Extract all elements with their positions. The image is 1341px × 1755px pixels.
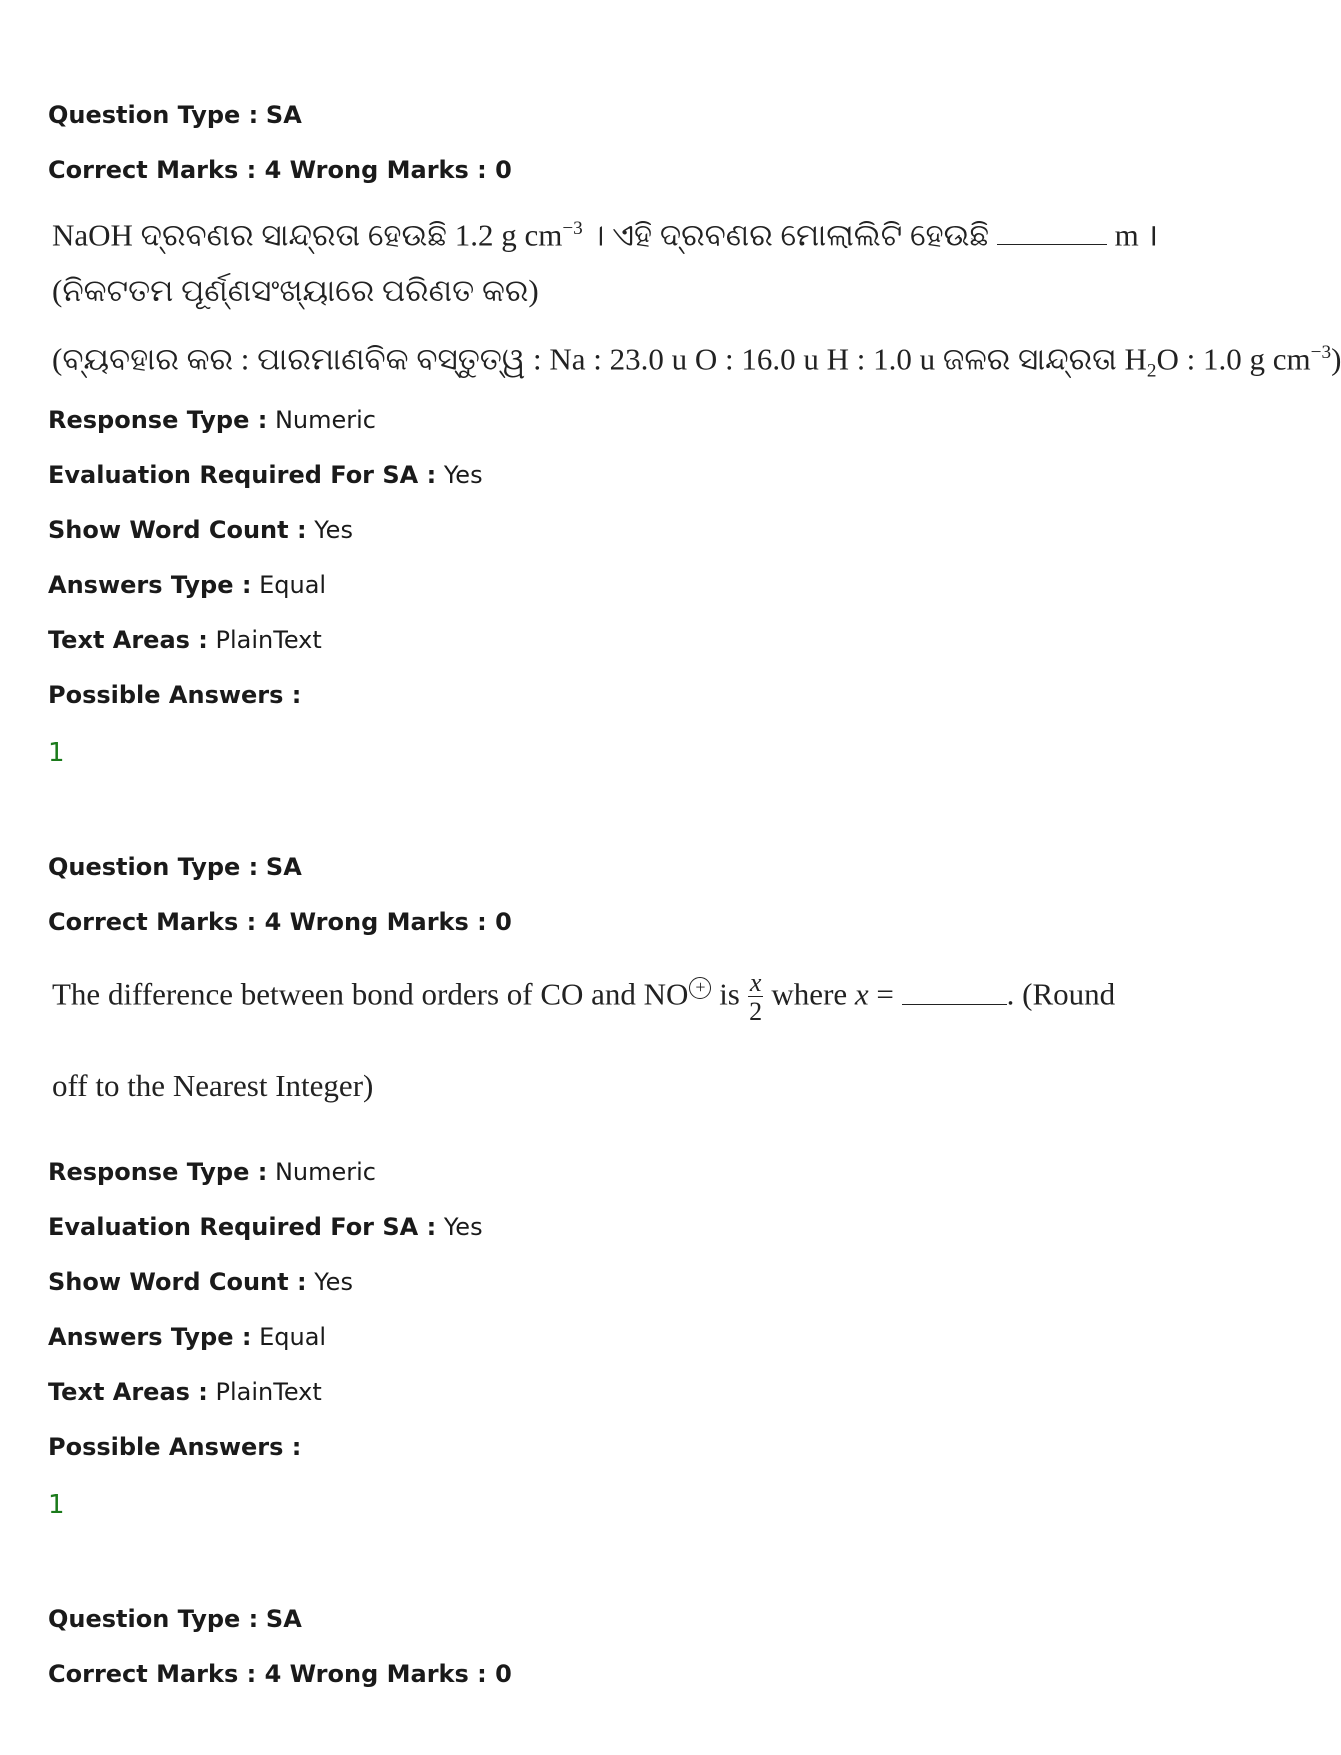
positive-charge-symbol: + <box>689 977 711 999</box>
fraction-numerator: x <box>749 968 762 997</box>
possible-answers-label: Possible Answers : <box>48 1433 302 1461</box>
response-type-label: Response Type : <box>48 406 268 434</box>
fraction <box>748 970 764 1025</box>
question-type-label: Question Type : <box>48 101 259 129</box>
answer-blank <box>997 220 1107 245</box>
fraction-denominator: 2 <box>749 997 763 1026</box>
superscript: −3 <box>1310 342 1332 363</box>
question-text-part: is <box>711 976 740 1012</box>
variable-x: x <box>854 976 869 1012</box>
evaluation-value: Yes <box>443 1213 483 1241</box>
evaluation-value: Yes <box>443 461 483 489</box>
question-text-part: ) <box>1331 341 1341 377</box>
text-areas-row <box>48 1377 322 1407</box>
question-text-part: where <box>771 976 855 1012</box>
evaluation-label: Evaluation Required For SA : <box>48 1213 437 1241</box>
question-text-part: (ବ୍ୟବହାର କର : ପାରମାଣବିକ ବସ୍ତୁତ୍ୱ : Na : 23.0 u O : 16.0 u H : 1.0 u ଜଳର ସାନ୍ଦ୍ରତା H <box>52 341 1147 377</box>
marks-row: Correct Marks : 4 Wrong Marks : 0 <box>48 908 512 936</box>
answers-type-label: Answers Type : <box>48 571 252 599</box>
question-text-part: NaOH ଦ୍ରବଣର ସାନ୍ଦ୍ରତା ହେଉଛି 1.2 g cm <box>52 217 563 253</box>
marks-row: Correct Marks : 4 Wrong Marks : 0 <box>48 1660 512 1688</box>
question-text-part: । ଏହି ଦ୍ରବଣର ମୋଲାଲିଟି ହେଉଛି <box>582 217 997 253</box>
response-type-value: Numeric <box>274 406 376 434</box>
word-count-label: Show Word Count : <box>48 516 307 544</box>
question-text-part: . (Round <box>1006 976 1116 1012</box>
response-type-row <box>48 1157 376 1187</box>
question-text-line-2: (ନିକଟତମ ପୂର୍ଣ୍ଣସଂଖ୍ୟାରେ ପରିଣତ କର) <box>52 273 539 308</box>
text-areas-value: PlainText <box>215 1378 322 1406</box>
text-areas-label: Text Areas : <box>48 626 208 654</box>
marks-row: Correct Marks : 4 Wrong Marks : 0 <box>48 156 512 184</box>
response-type-label: Response Type : <box>48 1158 268 1186</box>
question-type-row <box>48 852 302 882</box>
text-areas-value: PlainText <box>215 626 322 654</box>
subscript: 2 <box>1146 360 1157 382</box>
possible-answer-value: 1 <box>48 738 65 768</box>
word-count-value: Yes <box>314 516 353 544</box>
response-type-value: Numeric <box>274 1158 376 1186</box>
text-areas-label: Text Areas : <box>48 1378 208 1406</box>
question-type-value: SA <box>265 853 302 881</box>
question-type-row <box>48 100 302 130</box>
question-text-part: = <box>868 976 902 1012</box>
text-areas-row <box>48 625 322 655</box>
question-text-line-2: off to the Nearest Integer) <box>52 1068 374 1103</box>
question-type-label: Question Type : <box>48 1605 259 1633</box>
answers-type-row <box>48 570 326 600</box>
evaluation-row <box>48 1212 483 1242</box>
question-text-part: The difference between bond orders of CO and NO <box>52 976 689 1012</box>
answers-type-label: Answers Type : <box>48 1323 252 1351</box>
question-type-row <box>48 1604 302 1634</box>
question-type-value: SA <box>265 1605 302 1633</box>
answers-type-value: Equal <box>259 571 327 599</box>
word-count-row <box>48 1267 353 1297</box>
question-type-label: Question Type : <box>48 853 259 881</box>
question-text-line-1 <box>52 970 1115 1025</box>
answers-type-row <box>48 1322 326 1352</box>
answers-type-value: Equal <box>259 1323 327 1351</box>
possible-answers-label: Possible Answers : <box>48 681 302 709</box>
superscript: −3 <box>562 218 583 239</box>
question-text-part: m । <box>1106 217 1159 253</box>
word-count-row <box>48 515 353 545</box>
question-text-part: O : 1.0 g cm <box>1156 341 1311 377</box>
question-text-line-1 <box>52 210 1158 254</box>
evaluation-row <box>48 460 483 490</box>
question-text-line-3 <box>52 334 1341 391</box>
word-count-label: Show Word Count : <box>48 1268 307 1296</box>
response-type-row <box>48 405 376 435</box>
word-count-value: Yes <box>314 1268 353 1296</box>
answer-blank <box>902 980 1007 1005</box>
question-type-value: SA <box>265 101 302 129</box>
possible-answer-value: 1 <box>48 1490 65 1520</box>
evaluation-label: Evaluation Required For SA : <box>48 461 437 489</box>
